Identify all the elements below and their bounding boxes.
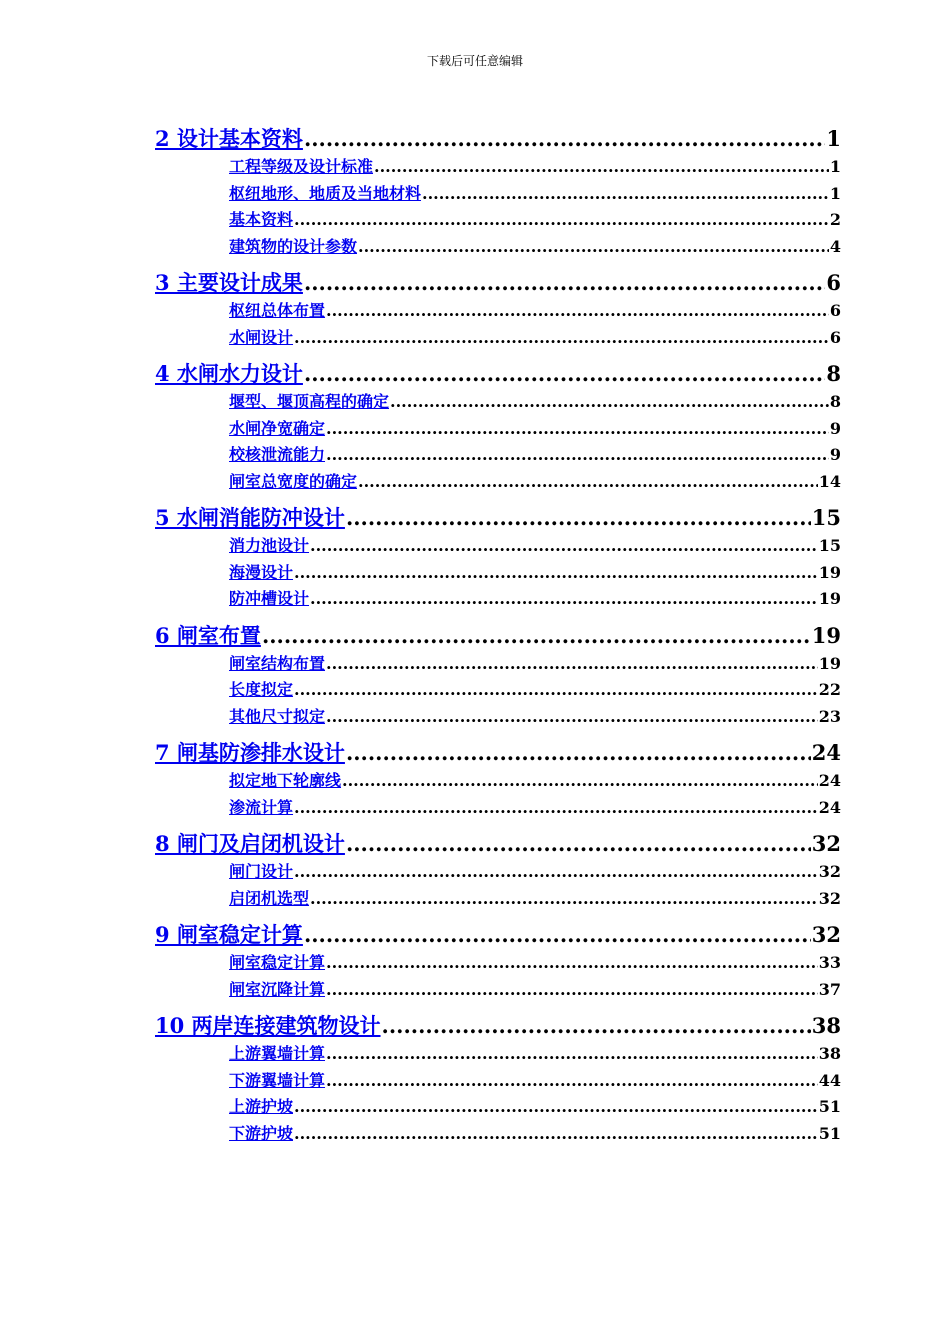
- toc-subsection-entry[interactable]: [155, 1094, 841, 1121]
- toc-subsection-entry[interactable]: [155, 1121, 841, 1148]
- toc-subsection-link[interactable]: 闸室结构布置: [229, 653, 326, 673]
- toc-subsection-link[interactable]: 消力池设计: [229, 536, 310, 555]
- dot-leader: [310, 886, 818, 913]
- toc-page-number: 24: [818, 797, 841, 817]
- toc-section: [155, 920, 841, 1003]
- toc-section: [155, 268, 841, 351]
- toc-subsection-link[interactable]: 下游护坡: [229, 1123, 294, 1143]
- dot-leader: [310, 533, 818, 560]
- toc-subsection-entry[interactable]: [155, 886, 841, 913]
- dot-leader: [304, 124, 825, 154]
- table-of-contents: [155, 120, 841, 1147]
- toc-section: [155, 621, 841, 731]
- toc-subsection-link[interactable]: 枢纽地形、地质及当地材料: [229, 183, 422, 203]
- toc-page-number: 32: [811, 831, 841, 856]
- dot-leader: [326, 1068, 818, 1095]
- toc-page-number: 24: [818, 771, 841, 790]
- dot-leader: [422, 181, 829, 208]
- toc-subsection-link[interactable]: 建筑物的设计参数: [229, 236, 358, 256]
- toc-chapter-entry[interactable]: [155, 920, 841, 950]
- dot-leader: [304, 920, 811, 950]
- dot-leader: [326, 950, 818, 977]
- toc-subsection-entry[interactable]: [155, 442, 841, 469]
- toc-page-number: 6: [826, 270, 841, 295]
- toc-subsection-entry[interactable]: [155, 298, 841, 325]
- dot-leader: [304, 268, 825, 298]
- toc-chapter-link[interactable]: 4 水闸水力设计: [155, 361, 303, 386]
- toc-subsection-link[interactable]: 闸室稳定计算: [229, 953, 326, 972]
- dot-leader: [294, 1094, 818, 1121]
- toc-subsection-link[interactable]: 堰型、堰顶高程的确定: [229, 392, 390, 411]
- toc-subsection-link[interactable]: 水闸设计: [229, 327, 294, 347]
- toc-subsection-link[interactable]: 其他尺寸拟定: [229, 706, 326, 726]
- toc-subsection-entry[interactable]: [155, 325, 841, 352]
- dot-leader: [358, 234, 829, 261]
- toc-section: [155, 359, 841, 495]
- dot-leader: [294, 677, 818, 704]
- toc-subsection-link[interactable]: 工程等级及设计标准: [229, 157, 374, 176]
- toc-page-number: 1: [829, 183, 841, 203]
- dot-leader: [390, 389, 829, 416]
- toc-page-number: 9: [829, 445, 841, 464]
- toc-subsection-entry[interactable]: [155, 859, 841, 886]
- dot-leader: [346, 738, 811, 768]
- dot-leader: [326, 977, 818, 1004]
- toc-subsection-entry[interactable]: [155, 977, 841, 1004]
- dot-leader: [294, 795, 818, 822]
- toc-subsection-entry[interactable]: [155, 677, 841, 704]
- toc-chapter-entry[interactable]: [155, 829, 841, 859]
- dot-leader: [326, 416, 829, 443]
- toc-page-number: 1: [829, 157, 841, 176]
- toc-subsection-entry[interactable]: [155, 207, 841, 234]
- toc-page-number: 19: [818, 653, 841, 673]
- toc-subsection-link[interactable]: 上游护坡: [229, 1097, 294, 1116]
- dot-leader: [294, 859, 818, 886]
- toc-page-number: 19: [818, 589, 841, 608]
- dot-leader: [310, 586, 818, 613]
- dot-leader: [294, 325, 829, 352]
- toc-subsection-entry[interactable]: [155, 533, 841, 560]
- toc-subsection-entry[interactable]: [155, 154, 841, 181]
- toc-page-number: 6: [829, 327, 841, 347]
- dot-leader: [382, 1011, 811, 1041]
- toc-page-number: 23: [818, 706, 841, 726]
- toc-subsection-link[interactable]: 水闸净宽确定: [229, 418, 326, 438]
- page-header: 下载后可任意编辑: [426, 54, 523, 68]
- dot-leader: [326, 298, 829, 325]
- toc-section: [155, 1011, 841, 1147]
- toc-subsection-link[interactable]: 防冲槽设计: [229, 589, 310, 608]
- toc-subsection-link[interactable]: 基本资料: [229, 210, 294, 229]
- toc-page-number: 51: [818, 1123, 841, 1143]
- toc-chapter-link[interactable]: 2 设计基本资料: [155, 126, 303, 151]
- toc-page-number: 32: [818, 862, 841, 881]
- toc-subsection-entry[interactable]: [155, 651, 841, 678]
- toc-page-number: 14: [818, 471, 841, 491]
- dot-leader: [346, 829, 811, 859]
- toc-subsection-link[interactable]: 上游翼墙计算: [229, 1044, 326, 1063]
- dot-leader: [374, 154, 829, 181]
- toc-page-number: 1: [826, 126, 841, 151]
- toc-page-number: 24: [811, 740, 841, 765]
- toc-subsection-entry[interactable]: [155, 469, 841, 496]
- toc-subsection-link[interactable]: 启闭机选型: [229, 888, 310, 908]
- toc-chapter-entry[interactable]: [155, 503, 841, 533]
- toc-subsection-entry[interactable]: [155, 416, 841, 443]
- toc-chapter-entry[interactable]: [155, 359, 841, 389]
- dot-leader: [358, 469, 818, 496]
- toc-chapter-entry[interactable]: [155, 124, 841, 154]
- dot-leader: [294, 207, 829, 234]
- toc-page-number: 15: [811, 505, 841, 530]
- toc-page-number: 44: [818, 1070, 841, 1090]
- toc-page-number: 51: [818, 1097, 841, 1116]
- toc-chapter-link[interactable]: 7 闸基防渗排水设计: [155, 740, 345, 765]
- toc-subsection-entry[interactable]: [155, 586, 841, 613]
- dot-leader: [304, 359, 825, 389]
- toc-page-number: 2: [829, 210, 841, 229]
- toc-page-number: 8: [826, 361, 841, 386]
- toc-page-number: 15: [818, 536, 841, 555]
- toc-page-number: 38: [818, 1044, 841, 1063]
- toc-page-number: 8: [829, 392, 841, 411]
- dot-leader: [342, 768, 818, 795]
- toc-subsection-link[interactable]: 拟定地下轮廓线: [229, 771, 342, 790]
- dot-leader: [294, 1121, 818, 1148]
- toc-subsection-link[interactable]: 校核泄流能力: [229, 445, 326, 464]
- toc-subsection-entry[interactable]: [155, 181, 841, 208]
- toc-subsection-link[interactable]: 闸门设计: [229, 862, 294, 881]
- toc-chapter-entry[interactable]: [155, 738, 841, 768]
- toc-chapter-link[interactable]: 3 主要设计成果: [155, 270, 303, 295]
- toc-subsection-entry[interactable]: [155, 1068, 841, 1095]
- toc-subsection-link[interactable]: 闸室沉降计算: [229, 979, 326, 999]
- toc-subsection-link[interactable]: 闸室总宽度的确定: [229, 471, 358, 491]
- toc-page-number: 32: [818, 888, 841, 908]
- toc-page-number: 4: [829, 236, 841, 256]
- toc-chapter-link[interactable]: 5 水闸消能防冲设计: [155, 505, 345, 530]
- toc-section: [155, 503, 841, 613]
- dot-leader: [262, 621, 811, 651]
- dot-leader: [294, 560, 818, 587]
- toc-page-number: 33: [818, 953, 841, 972]
- toc-subsection-link[interactable]: 长度拟定: [229, 680, 294, 699]
- toc-chapter-link[interactable]: 10 两岸连接建筑物设计: [155, 1013, 381, 1038]
- toc-subsection-entry[interactable]: [155, 389, 841, 416]
- toc-subsection-link[interactable]: 下游翼墙计算: [229, 1070, 326, 1090]
- toc-subsection-link[interactable]: 海漫设计: [229, 562, 294, 582]
- toc-chapter-entry[interactable]: [155, 621, 841, 651]
- toc-section: [155, 829, 841, 912]
- toc-subsection-entry[interactable]: [155, 234, 841, 261]
- dot-leader: [326, 1041, 818, 1068]
- toc-subsection-entry[interactable]: [155, 704, 841, 731]
- dot-leader: [326, 442, 829, 469]
- toc-page-number: 6: [829, 301, 841, 320]
- toc-subsection-entry[interactable]: [155, 950, 841, 977]
- toc-subsection-link[interactable]: 渗流计算: [229, 797, 294, 817]
- toc-page-number: 37: [818, 979, 841, 999]
- toc-subsection-link[interactable]: 枢纽总体布置: [229, 301, 326, 320]
- toc-page-number: 19: [818, 562, 841, 582]
- toc-subsection-entry[interactable]: [155, 1041, 841, 1068]
- toc-subsection-entry[interactable]: [155, 768, 841, 795]
- toc-chapter-link[interactable]: 8 闸门及启闭机设计: [155, 831, 345, 856]
- toc-chapter-entry[interactable]: [155, 1011, 841, 1041]
- toc-subsection-entry[interactable]: [155, 560, 841, 587]
- toc-page-number: 22: [818, 680, 841, 699]
- dot-leader: [346, 503, 811, 533]
- toc-page-number: 19: [811, 622, 841, 648]
- toc-page-number: 9: [829, 418, 841, 438]
- toc-chapter-link[interactable]: 6 闸室布置: [155, 622, 261, 648]
- toc-page-number: 38: [811, 1013, 841, 1038]
- toc-section: [155, 738, 841, 821]
- toc-section: [155, 124, 841, 260]
- dot-leader: [326, 704, 818, 731]
- toc-chapter-link[interactable]: 9 闸室稳定计算: [155, 922, 303, 947]
- toc-chapter-entry[interactable]: [155, 268, 841, 298]
- toc-subsection-entry[interactable]: [155, 795, 841, 822]
- dot-leader: [326, 651, 818, 678]
- toc-page-number: 32: [811, 922, 841, 947]
